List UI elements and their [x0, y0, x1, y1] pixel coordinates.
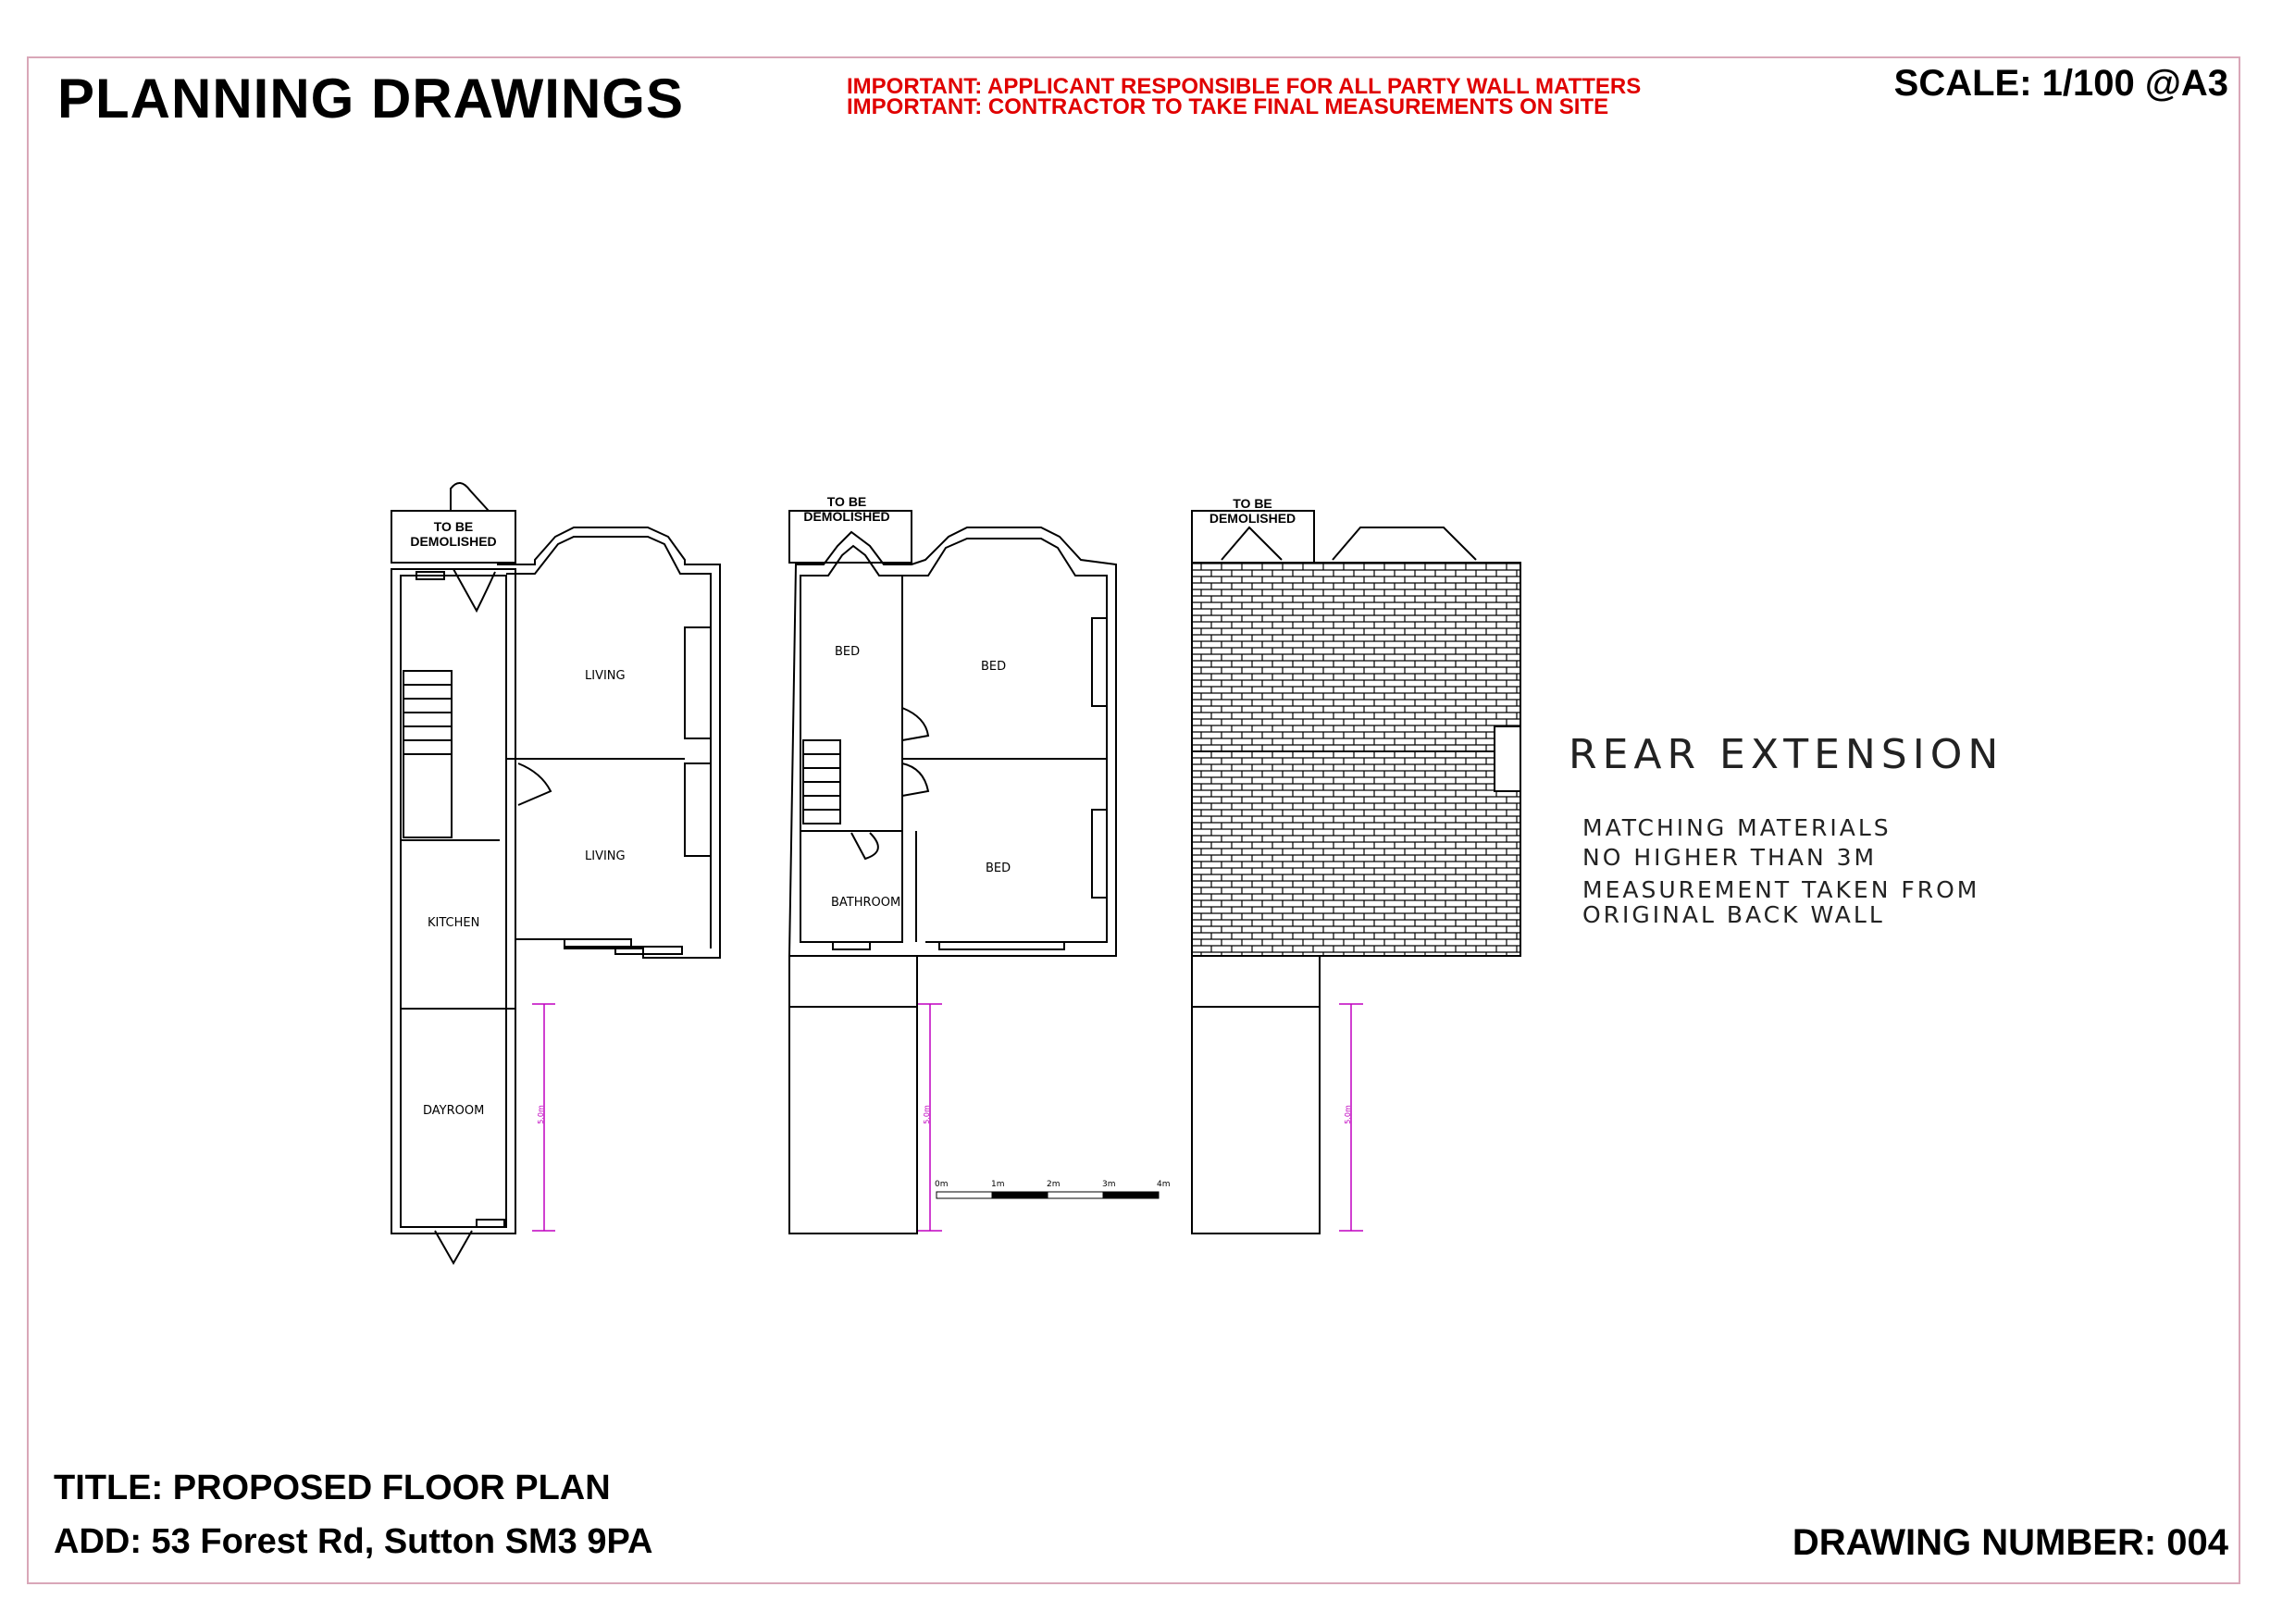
page-title: PLANNING DRAWINGS: [57, 68, 684, 130]
party-wall-warning: IMPORTANT: APPLICANT RESPONSIBLE FOR ALL PARTY WALL MATTERS: [847, 74, 1642, 99]
room-label-living-1: LIVING: [585, 669, 626, 683]
scale-bar-label-2: 2m: [1047, 1180, 1061, 1189]
scale-bar-label-4: 4m: [1157, 1180, 1171, 1189]
measurement-warning: IMPORTANT: CONTRACTOR TO TAKE FINAL MEASUREMENTS ON SITE: [847, 94, 1609, 119]
ground-demolish-label: TO BE DEMOLISHED: [410, 519, 497, 549]
room-label-bed-2: BED: [981, 660, 1007, 674]
scale-label: SCALE: 1/100 @A3: [1893, 63, 2228, 104]
room-label-bed-3: BED: [986, 862, 1011, 875]
scale-bar-label-0: 0m: [935, 1180, 949, 1189]
ground-floor-plan: [391, 483, 720, 1263]
rear-extension-roof-tiles: [1192, 563, 1520, 956]
rear-extension-note-3: MEASUREMENT TAKEN FROM: [1582, 876, 1980, 903]
room-label-living-2: LIVING: [585, 849, 626, 863]
room-label-bathroom: BATHROOM: [831, 896, 901, 910]
site-address: ADD: 53 Forest Rd, Sutton SM3 9PA: [54, 1522, 653, 1561]
rear-extension-note-1: MATCHING MATERIALS: [1582, 814, 1892, 841]
rear-extension-note-2: NO HIGHER THAN 3M: [1582, 844, 1878, 871]
scale-bar: [937, 1192, 1159, 1198]
room-label-kitchen: KITCHEN: [428, 916, 480, 930]
rear-extension-note-4: ORIGINAL BACK WALL: [1582, 901, 1885, 928]
ground-dimension-label: 5.0m: [536, 1105, 545, 1124]
drawing-title: TITLE: PROPOSED FLOOR PLAN: [54, 1469, 611, 1507]
roof-plan: [1192, 511, 1520, 1233]
first-dimension-label: 5.0m: [922, 1105, 931, 1124]
scale-bar-label-1: 1m: [991, 1180, 1005, 1189]
first-demolish-label: TO BE DEMOLISHED: [803, 494, 890, 524]
scale-bar-label-3: 3m: [1102, 1180, 1116, 1189]
rear-extension-title: REAR EXTENSION: [1569, 731, 2004, 778]
drawing-number: DRAWING NUMBER: 004: [1792, 1522, 2228, 1563]
room-label-bed-1: BED: [835, 645, 861, 659]
room-label-dayroom: DAYROOM: [423, 1104, 485, 1118]
first-floor-plan: [789, 511, 1116, 1233]
roof-demolish-label: TO BE DEMOLISHED: [1209, 496, 1296, 526]
roof-dimension-label: 5.0m: [1343, 1105, 1352, 1124]
